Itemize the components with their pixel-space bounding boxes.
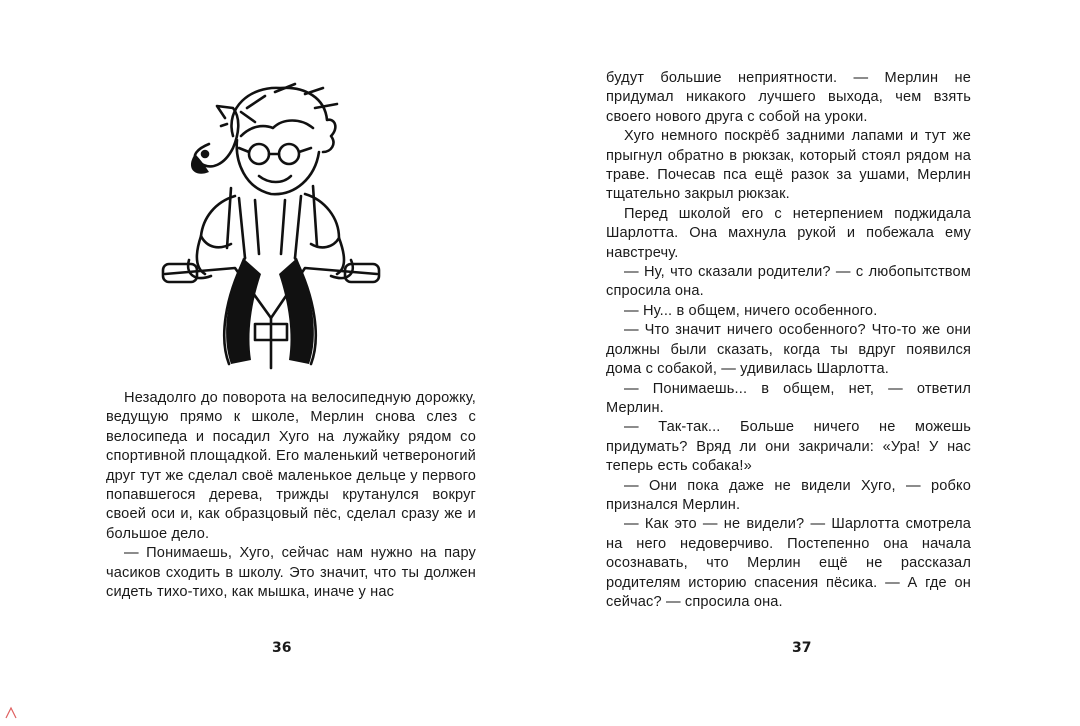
crop-mark-icon xyxy=(4,706,18,720)
page-number: 36 xyxy=(272,640,292,656)
right-page xyxy=(540,0,1080,726)
paragraph: — Так-так... Больше ничего не можешь придумать? Вряд ли они закричали: «Ура! У нас теперь есть собака!» xyxy=(606,419,971,475)
paragraph: — Они пока даже не видели Хуго, — робко признался Мерлин. xyxy=(606,477,971,513)
paragraph: будут большие неприятности. — Мерлин не придумал никакого лучшего выхода, чем взять своего нового друга с собой на уроки. xyxy=(606,70,971,125)
paragraph: Перед школой его с нетерпением поджидала Шарлотта. Она махнула рукой и побежала ему навстречу. xyxy=(606,205,971,261)
page-number: 37 xyxy=(792,640,812,656)
paragraph: — Ну, что сказали родители? — с любопытством спросила она. xyxy=(606,264,971,300)
paragraph: Незадолго до поворота на велосипедную дорожку, ведущую прямо к школе, Мерлин снова слез с велосипеда и посадил Хуго на лужайку рядом со спортивной площадкой. Его маленький четвероногий друг тут же сделал своё маленькое дельце у первого попавшегося дерева, трижды крутанулся вокруг своей оси и, как образцовый пёс, сделал сразу же и большое дело. xyxy=(106,390,476,542)
paragraph: — Понимаешь, Хуго, сейчас нам нужно на пару часиков сходить в школу. Это значит, что ты должен сидеть тихо-тихо, как мышка, иначе у нас xyxy=(106,545,476,601)
left-body-text xyxy=(106,389,476,602)
boy-on-bicycle-illustration xyxy=(155,78,385,370)
right-body-text xyxy=(606,69,971,612)
paragraph: — Как это — не видели? — Шарлотта смотрела на него недоверчиво. Постепенно она начала осознавать, что Мерлин ещё не рассказал родителям историю спасения пёсика. — А где он сейчас? — спросила она. xyxy=(606,516,971,610)
paragraph: — Понимаешь... в общем, нет, — ответил Мерлин. xyxy=(606,380,971,416)
illustration-drawing xyxy=(155,78,385,370)
paragraph: — Что значит ничего особенного? Что-то же они должны были сказать, когда ты вдруг появился дома с собакой, — удивилась Шарлотта. xyxy=(606,322,971,378)
paragraph: Хуго немного поскрёб задними лапами и тут же прыгнул обратно в рюкзак, который стоял рядом на траве. Почесав пса ещё разок за ушами, Мерлин тщательно закрыл рюкзак. xyxy=(606,128,971,203)
paragraph: — Ну... в общем, ничего особенного. xyxy=(624,302,878,319)
